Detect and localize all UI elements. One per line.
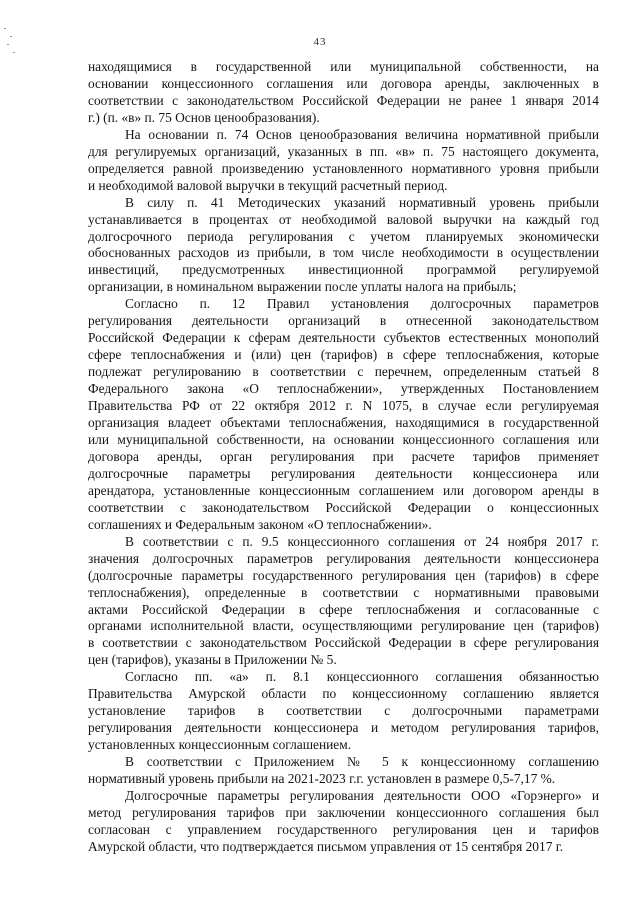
text-line: организации, в номинальном выражении после уплаты налога на прибыль; [88, 279, 517, 295]
text-line: Правительства Амурской области по концессионному соглашению является [88, 686, 599, 702]
text-line: сфере теплоснабжения и (или) цен (тарифов) в сфере теплоснабжения, которые [88, 347, 599, 363]
text-line: В соответствии с п. 9.5 концессионного соглашения от 24 ноября 2017 г. [125, 533, 599, 549]
text-line: долгосрочные параметры регулирования деятельности концессионера или [88, 465, 599, 481]
paragraph [88, 754, 599, 788]
text-line: (долгосрочные параметры государственного регулирования цен (тарифов) в сфере [88, 567, 599, 583]
paragraph [88, 534, 599, 670]
paragraph [88, 296, 599, 533]
text-line: арендатора, установленные концессионным соглашением или договором аренды в [88, 482, 599, 498]
text-line: актами Российской Федерации в сфере теплоснабжения и согласованные с [88, 601, 599, 617]
text-line: соответствии с законодательством Российской Федерации о концессионных [88, 499, 599, 515]
text-line: основании концессионного соглашения или договора аренды, заключенных в [88, 75, 599, 91]
text-line: Федерального закона «О теплоснабжении», утвержденных Постановлением [88, 381, 599, 397]
text-line: установленных концессионным соглашением. [88, 737, 352, 753]
page-number: 43 [313, 36, 327, 48]
body-text [88, 59, 599, 856]
paragraph [88, 127, 599, 195]
text-line: и необходимой валовой выручки в текущий расчетный период. [88, 177, 448, 193]
text-line: Согласно пп. «а» п. 8.1 концессионного соглашения обязанностью [125, 669, 599, 685]
text-line: нормативный уровень прибыли на 2021-2023 г.г. установлен в размере 0,5-7,17 %. [88, 771, 556, 787]
text-line: организация владеет объектами теплоснабжения, находящимися в государственной [88, 415, 599, 431]
text-line: установление тарифов в соответствии с долгосрочными параметрами [88, 703, 599, 719]
paragraph [88, 59, 599, 127]
paragraph [88, 669, 599, 754]
text-line: соглашениях и Федеральным законом «О теплоснабжении». [88, 516, 432, 532]
text-line: В соответствии с Приложением № 5 к концессионному соглашению [125, 754, 599, 770]
text-line: определяется равной произведению установленного нормативного уровня прибыли [88, 160, 599, 176]
text-line: для регулируемых организаций, указанных в пп. «в» п. 75 настоящего документа, [88, 143, 599, 159]
text-line: соответствии с законодательством Российской Федерации не ранее 1 января 2014 [88, 92, 599, 108]
text-line: находящимися в государственной или муниципальной собственности, на [88, 59, 599, 74]
text-line: цен (тарифов), указаны в Приложении № 5. [88, 652, 337, 668]
text-line: значения долгосрочных параметров регулирования деятельности концессионера [88, 550, 599, 566]
text-line: Правительства РФ от 22 октября 2012 г. N 1075, в случае если регулируемая [88, 398, 599, 414]
text-line: Согласно п. 12 Правил установления долгосрочных параметров [125, 296, 599, 312]
text-line: В силу п. 41 Методических указаний нормативный уровень прибыли [125, 194, 599, 210]
text-line: обоснованных расходов из прибыли, в том числе необходимости в осуществлении [88, 245, 599, 261]
text-line: в соответствии с законодательством Российской Федерации в сфере регулирования [88, 635, 599, 651]
text-line: устанавливается в процентах от необходимой валовой выручки на каждый год [88, 211, 599, 227]
text-line: Амурской области, что подтверждается письмом управления от 15 сентября 2017 г. [88, 838, 564, 854]
text-line: Долгосрочные параметры регулирования деятельности ООО «Горэнерго» и [125, 787, 599, 803]
paragraph [88, 195, 599, 297]
text-line: теплоснабжения), определенные в соответствии с нормативными правовыми [88, 584, 599, 600]
text-line: Российской Федерации к сферам деятельности субъектов естественных монополий [88, 330, 599, 346]
text-line: регулирования деятельности организаций в отнесенной законодательством [88, 313, 599, 329]
text-line: органами исполнительной власти, осуществляющими регулирование цен (тарифов) [88, 618, 599, 634]
text-line: г.) (п. «в» п. 75 Основ ценообразования). [88, 109, 320, 125]
text-line: регулирования деятельности концессионера и методом регулирования тарифов, [88, 720, 599, 736]
text-line: долгосрочного периода регулирования с учетом планируемых экономически [88, 228, 599, 244]
paragraph [88, 788, 599, 856]
text-line: На основании п. 74 Основ ценообразования величина нормативной прибыли [125, 126, 599, 142]
text-line: договора аренды, орган регулирования при расчете тарифов применяет [88, 448, 599, 464]
text-line: метод регулирования тарифов при заключении концессионного соглашения был [88, 804, 599, 820]
text-line: согласован с управлением государственного регулирования цен и тарифов [88, 821, 599, 837]
text-line: подлежат регулированию в соответствии с перечнем, определенным статьей 8 [88, 364, 599, 380]
text-line: или муниципальной собственности, на основании концессионного соглашения или [88, 431, 599, 447]
scan-margin-marks [4, 28, 18, 68]
text-line: инвестиций, предусмотренных инвестиционной программой регулируемой [88, 262, 599, 278]
